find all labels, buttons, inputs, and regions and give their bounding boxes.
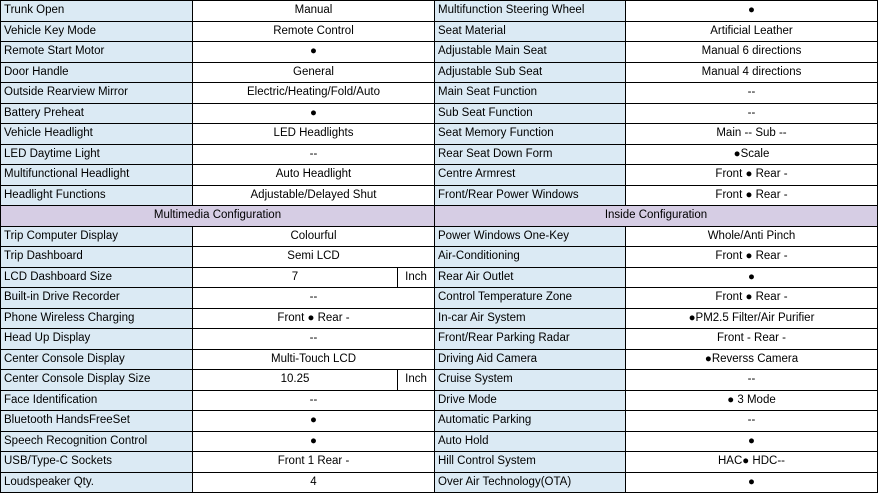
table-row bbox=[1, 349, 878, 370]
spec-label: Drive Mode bbox=[435, 390, 626, 411]
spec-label: Center Console Display Size bbox=[1, 370, 193, 391]
table-row bbox=[1, 329, 878, 350]
spec-label: Front/Rear Power Windows bbox=[435, 185, 626, 206]
spec-label: Bluetooth HandsFreeSet bbox=[1, 411, 193, 432]
spec-value: -- bbox=[626, 370, 878, 391]
spec-value: Front ● Rear - bbox=[626, 247, 878, 268]
spec-label: Adjustable Main Seat bbox=[435, 42, 626, 63]
spec-label: Head Up Display bbox=[1, 329, 193, 350]
spec-value: Manual bbox=[193, 1, 435, 22]
table-row bbox=[1, 62, 878, 83]
spec-value: -- bbox=[193, 288, 435, 309]
spec-label: Control Temperature Zone bbox=[435, 288, 626, 309]
spec-label: Auto Hold bbox=[435, 431, 626, 452]
spec-value: Remote Control bbox=[193, 21, 435, 42]
spec-value: -- bbox=[193, 329, 435, 350]
spec-label: Speech Recognition Control bbox=[1, 431, 193, 452]
spec-value: 4 bbox=[193, 472, 435, 493]
spec-unit: Inch bbox=[398, 370, 435, 391]
spec-value: Colourful bbox=[193, 226, 435, 247]
table-row bbox=[1, 390, 878, 411]
spec-label: Vehicle Headlight bbox=[1, 124, 193, 145]
spec-value: Auto Headlight bbox=[193, 165, 435, 186]
spec-label: LED Daytime Light bbox=[1, 144, 193, 165]
spec-label: Cruise System bbox=[435, 370, 626, 391]
spec-value: ●PM2.5 Filter/Air Purifier bbox=[626, 308, 878, 329]
spec-value: ● bbox=[626, 267, 878, 288]
table-row bbox=[1, 247, 878, 268]
spec-label: Multifunctional Headlight bbox=[1, 165, 193, 186]
spec-label: Front/Rear Parking Radar bbox=[435, 329, 626, 350]
spec-value: -- bbox=[193, 390, 435, 411]
table-row bbox=[1, 103, 878, 124]
spec-value: ● bbox=[193, 431, 435, 452]
spec-label: Loudspeaker Qty. bbox=[1, 472, 193, 493]
table-row bbox=[1, 308, 878, 329]
table-row bbox=[1, 1, 878, 22]
spec-value: Adjustable/Delayed Shut bbox=[193, 185, 435, 206]
spec-value: Front ● Rear - bbox=[626, 165, 878, 186]
spec-label: Face Identification bbox=[1, 390, 193, 411]
section-inside-configuration: Inside Configuration bbox=[435, 206, 878, 227]
spec-value: ● bbox=[193, 42, 435, 63]
table-row bbox=[1, 431, 878, 452]
spec-value: Front ● Rear - bbox=[626, 185, 878, 206]
table-row bbox=[1, 83, 878, 104]
table-row bbox=[1, 411, 878, 432]
spec-label: Phone Wireless Charging bbox=[1, 308, 193, 329]
table-row bbox=[1, 21, 878, 42]
spec-value: Front 1 Rear - bbox=[193, 452, 435, 473]
table-row bbox=[1, 472, 878, 493]
spec-label: Rear Seat Down Form bbox=[435, 144, 626, 165]
spec-label: Rear Air Outlet bbox=[435, 267, 626, 288]
table-row bbox=[1, 42, 878, 63]
spec-unit: Inch bbox=[398, 267, 435, 288]
spec-value: Front ● Rear - bbox=[626, 288, 878, 309]
table-row bbox=[1, 267, 878, 288]
spec-value: ●Reverss Camera bbox=[626, 349, 878, 370]
spec-label: Center Console Display bbox=[1, 349, 193, 370]
spec-label: Air-Conditioning bbox=[435, 247, 626, 268]
spec-label: LCD Dashboard Size bbox=[1, 267, 193, 288]
spec-value: Multi-Touch LCD bbox=[193, 349, 435, 370]
spec-label: Over Air Technology(OTA) bbox=[435, 472, 626, 493]
table-row bbox=[1, 124, 878, 145]
spec-value: HAC● HDC-- bbox=[626, 452, 878, 473]
spec-value: -- bbox=[626, 83, 878, 104]
spec-value: -- bbox=[626, 103, 878, 124]
spec-value: Electric/Heating/Fold/Auto bbox=[193, 83, 435, 104]
spec-label: Hill Control System bbox=[435, 452, 626, 473]
spec-value: Artificial Leather bbox=[626, 21, 878, 42]
spec-value: Semi LCD bbox=[193, 247, 435, 268]
spec-value: Manual 4 directions bbox=[626, 62, 878, 83]
table-row bbox=[1, 144, 878, 165]
spec-label: Automatic Parking bbox=[435, 411, 626, 432]
spec-label: Adjustable Sub Seat bbox=[435, 62, 626, 83]
spec-label: Main Seat Function bbox=[435, 83, 626, 104]
spec-table-bottom bbox=[1, 226, 878, 493]
table-row bbox=[1, 288, 878, 309]
table-row bbox=[1, 226, 878, 247]
spec-value: Main -- Sub -- bbox=[626, 124, 878, 145]
spec-value: 7 bbox=[193, 267, 398, 288]
spec-label: Sub Seat Function bbox=[435, 103, 626, 124]
spec-value: Front - Rear - bbox=[626, 329, 878, 350]
spec-label: USB/Type-C Sockets bbox=[1, 452, 193, 473]
spec-label: Trip Computer Display bbox=[1, 226, 193, 247]
spec-value: Whole/Anti Pinch bbox=[626, 226, 878, 247]
spec-value: ● bbox=[193, 103, 435, 124]
spec-label: In-car Air System bbox=[435, 308, 626, 329]
spec-value: Manual 6 directions bbox=[626, 42, 878, 63]
section-header-row bbox=[1, 206, 878, 227]
spec-label: Outside Rearview Mirror bbox=[1, 83, 193, 104]
spec-value: ● 3 Mode bbox=[626, 390, 878, 411]
spec-label: Trip Dashboard bbox=[1, 247, 193, 268]
table-row bbox=[1, 185, 878, 206]
section-multimedia-configuration: Multimedia Configuration bbox=[1, 206, 435, 227]
table-row bbox=[1, 165, 878, 186]
spec-label: Seat Material bbox=[435, 21, 626, 42]
spec-value: General bbox=[193, 62, 435, 83]
spec-label: Power Windows One-Key bbox=[435, 226, 626, 247]
spec-value: -- bbox=[626, 411, 878, 432]
spec-label: Door Handle bbox=[1, 62, 193, 83]
table-row bbox=[1, 452, 878, 473]
spec-value: ● bbox=[193, 411, 435, 432]
spec-label: Remote Start Motor bbox=[1, 42, 193, 63]
spec-table-top bbox=[1, 1, 878, 206]
spec-label: Trunk Open bbox=[1, 1, 193, 22]
table-row bbox=[1, 370, 878, 391]
spec-label: Seat Memory Function bbox=[435, 124, 626, 145]
spec-label: Battery Preheat bbox=[1, 103, 193, 124]
spec-value: ● bbox=[626, 472, 878, 493]
spec-label: Headlight Functions bbox=[1, 185, 193, 206]
spec-label: Driving Aid Camera bbox=[435, 349, 626, 370]
spec-label: Vehicle Key Mode bbox=[1, 21, 193, 42]
spec-label: Multifunction Steering Wheel bbox=[435, 1, 626, 22]
spec-value: ● bbox=[626, 431, 878, 452]
spec-label: Centre Armrest bbox=[435, 165, 626, 186]
spec-value: ● bbox=[626, 1, 878, 22]
spec-value: -- bbox=[193, 144, 435, 165]
spec-value: ●Scale bbox=[626, 144, 878, 165]
spec-value: Front ● Rear - bbox=[193, 308, 435, 329]
spec-value: LED Headlights bbox=[193, 124, 435, 145]
spec-value: 10.25 bbox=[193, 370, 398, 391]
spec-label: Built-in Drive Recorder bbox=[1, 288, 193, 309]
